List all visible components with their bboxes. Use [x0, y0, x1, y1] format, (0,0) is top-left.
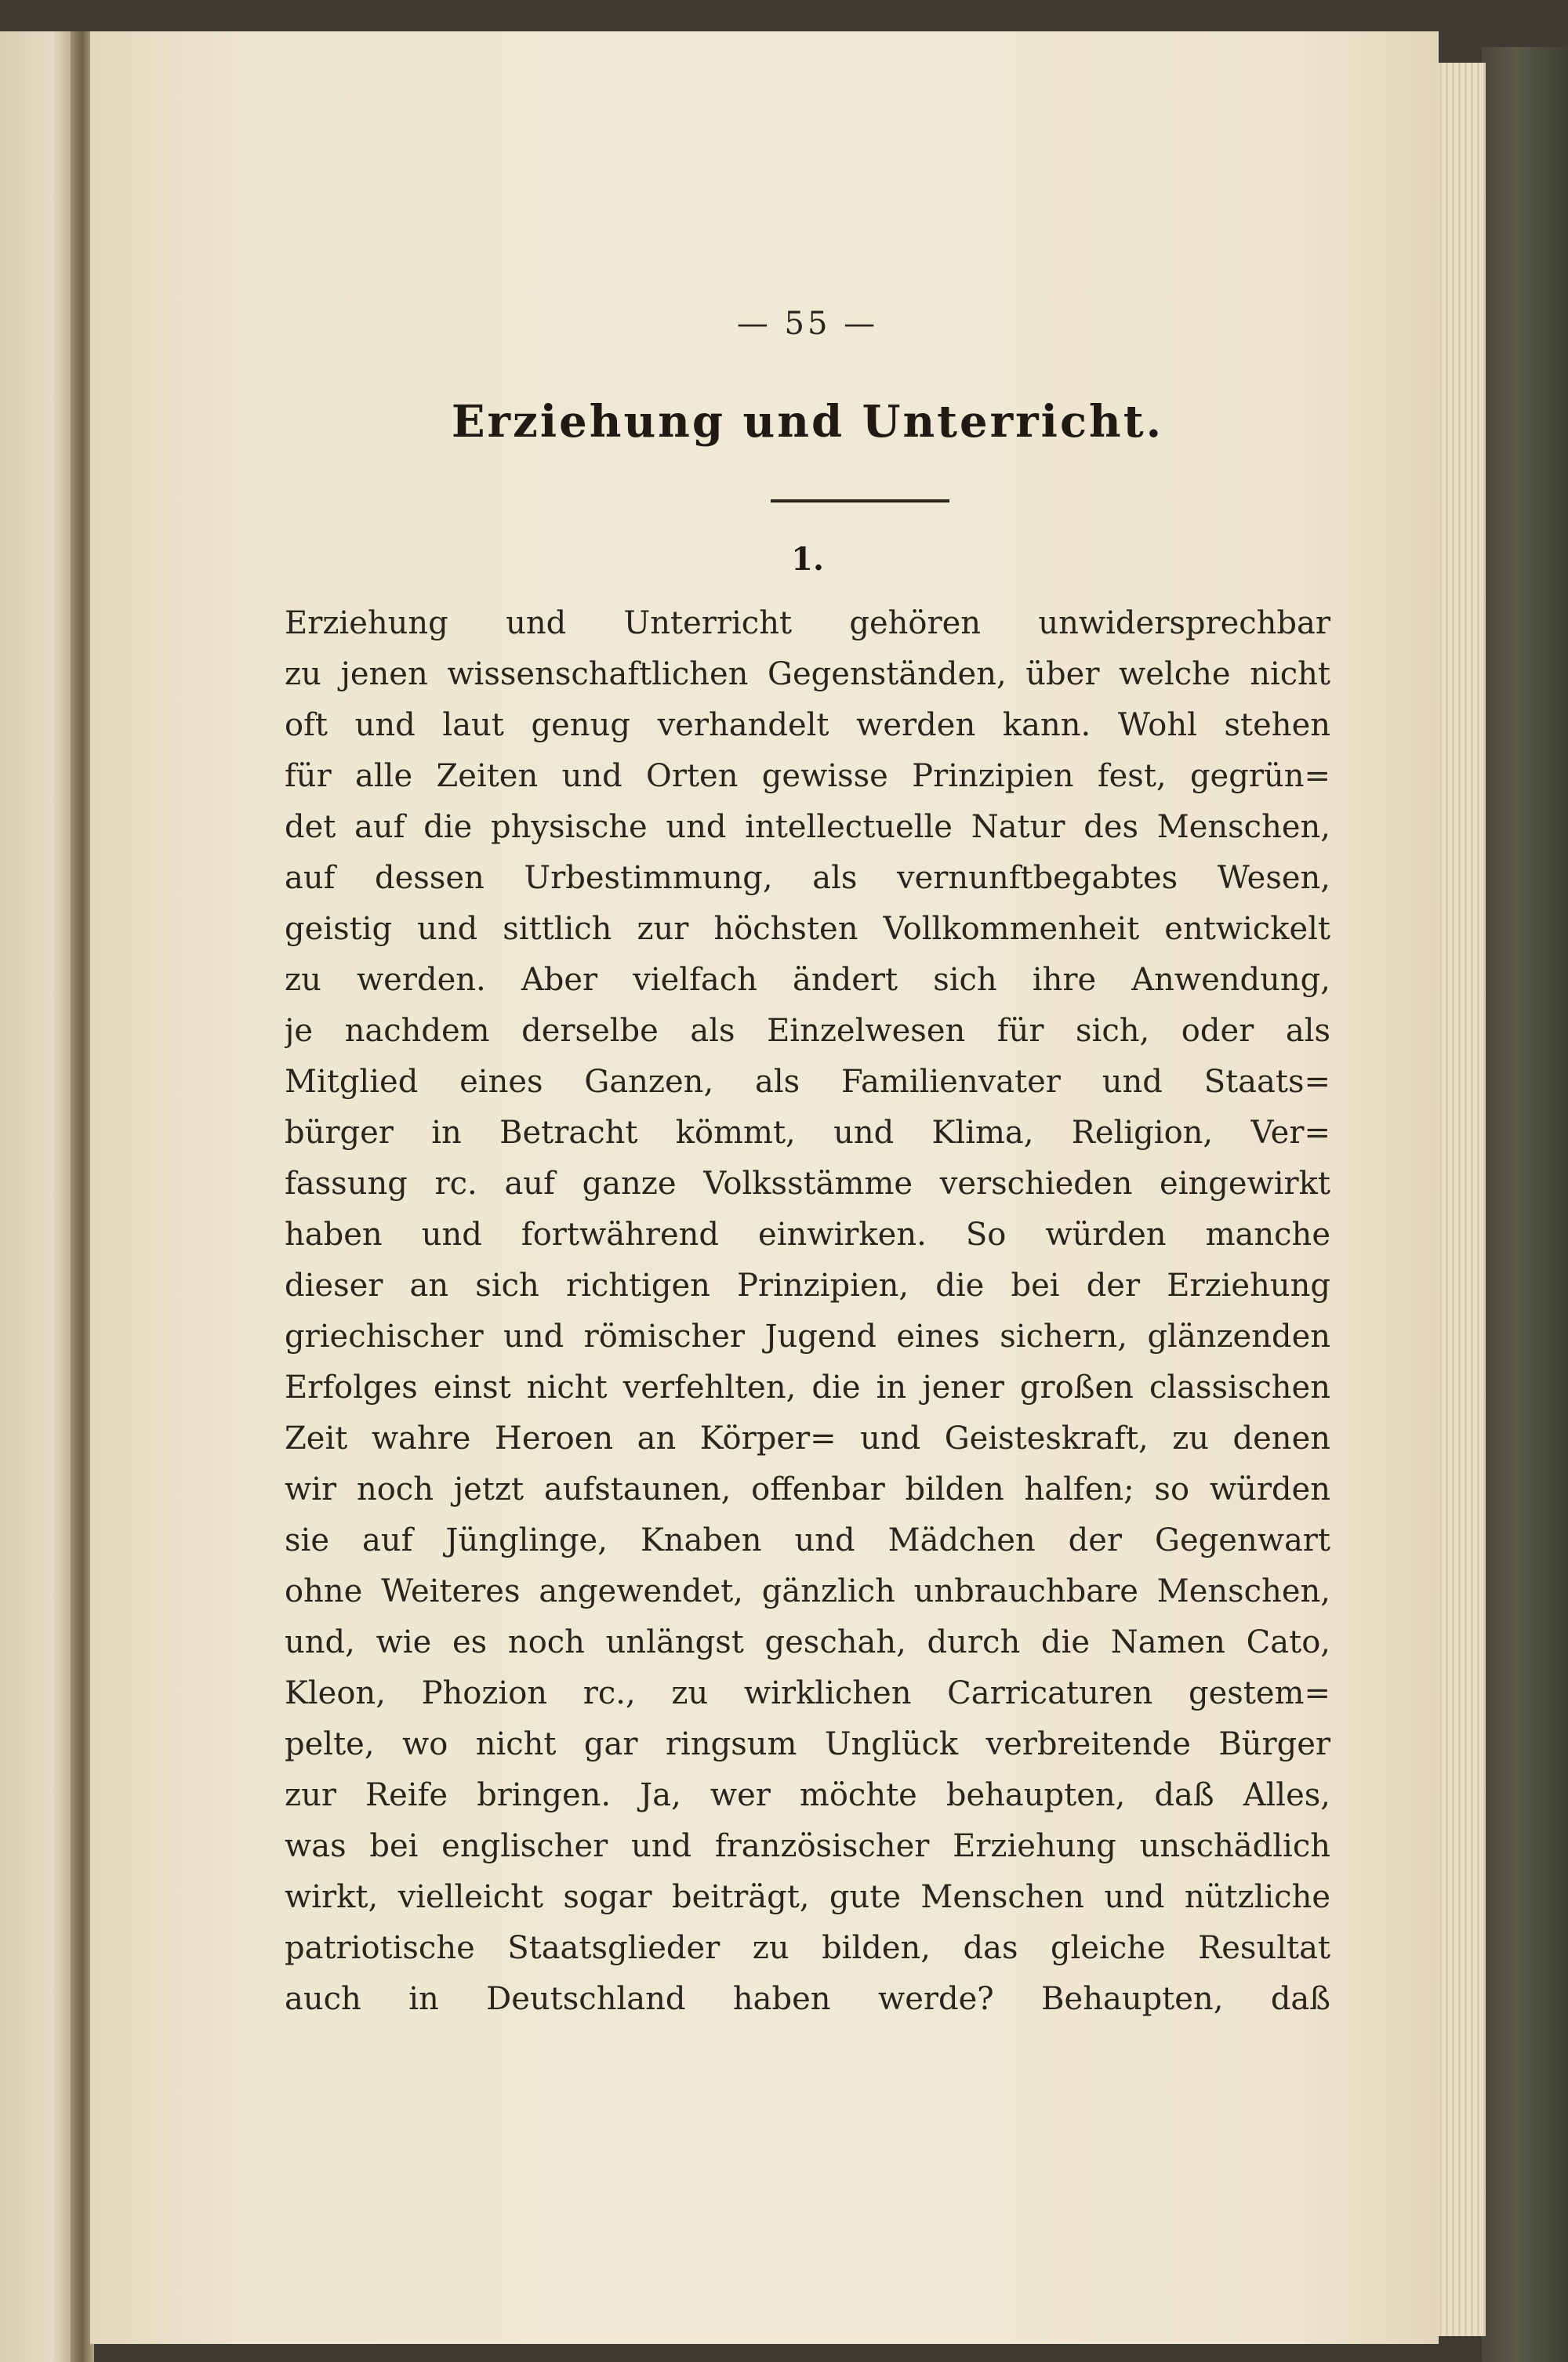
text-line: zu werden. Aber vielfach ändert sich ihre Anwendung, — [285, 962, 1330, 998]
text-line: det auf die physische und intellectuelle Natur des Menschen, — [285, 809, 1330, 845]
text-line: je nachdem derselbe als Einzelwesen für sich, oder als — [285, 1013, 1330, 1049]
text-line: auch in Deutschland haben werde? Behaupten, daß — [285, 1981, 1330, 2017]
page-number: — 55 — — [736, 306, 879, 342]
text-line: pelte, wo nicht gar ringsum Unglück verbreitende Bürger — [285, 1726, 1330, 1762]
text-line: dieser an sich richtigen Prinzipien, die bei der Erziehung — [285, 1268, 1330, 1304]
cover-edge — [1482, 47, 1568, 2362]
text-line: Erfolges einst nicht verfehlten, die in jener großen classischen — [285, 1370, 1330, 1406]
text-line: griechischer und römischer Jugend eines sichern, glänzenden — [285, 1319, 1330, 1355]
text-line: für alle Zeiten und Orten gewisse Prinzipien fest, gegrün= — [285, 758, 1330, 794]
section-number: 1. — [791, 541, 824, 578]
text-line: bürger in Betracht kömmt, und Klima, Religion, Ver= — [285, 1115, 1330, 1151]
left-page — [0, 31, 74, 2362]
text-line: ohne Weiteres angewendet, gänzlich unbrauchbare Menschen, — [285, 1573, 1330, 1609]
text-line: Erziehung und Unterricht gehören unwidersprechbar — [285, 605, 1330, 641]
text-line: Mitglied eines Ganzen, als Familienvater und Staats= — [285, 1064, 1330, 1100]
text-line: zu jenen wissenschaftlichen Gegenständen, über welche nicht — [285, 656, 1330, 692]
text-line: patriotische Staatsglieder zu bilden, das gleiche Resultat — [285, 1930, 1330, 1966]
book-page — [90, 31, 1439, 2344]
text-line: und, wie es noch unlängst geschah, durch die Namen Cato, — [285, 1624, 1330, 1660]
text-line: was bei englischer und französischer Erziehung unschädlich — [285, 1828, 1330, 1864]
heading-rule — [771, 499, 949, 503]
chapter-heading: Erziehung und Unterricht. — [451, 396, 1164, 448]
text-line: auf dessen Urbestimmung, als vernunftbegabtes Wesen, — [285, 860, 1330, 896]
text-line: haben und fortwährend einwirken. So würden manche — [285, 1217, 1330, 1253]
text-line: sie auf Jünglinge, Knaben und Mädchen der Gegenwart — [285, 1522, 1330, 1558]
text-line: Kleon, Phozion rc., zu wirklichen Carricaturen gestem= — [285, 1675, 1330, 1711]
text-line: Zeit wahre Heroen an Körper= und Geisteskraft, zu denen — [285, 1420, 1330, 1457]
text-line: wirkt, vielleicht sogar beiträgt, gute Menschen und nützliche — [285, 1879, 1330, 1915]
text-line: fassung rc. auf ganze Volksstämme verschieden eingewirkt — [285, 1166, 1330, 1202]
text-line: oft und laut genug verhandelt werden kann. Wohl stehen — [285, 707, 1330, 743]
text-line: wir noch jetzt aufstaunen, offenbar bilden halfen; so würden — [285, 1471, 1330, 1508]
text-line: geistig und sittlich zur höchsten Vollkommenheit entwickelt — [285, 911, 1330, 947]
text-line: zur Reife bringen. Ja, wer möchte behaupten, daß Alles, — [285, 1777, 1330, 1813]
